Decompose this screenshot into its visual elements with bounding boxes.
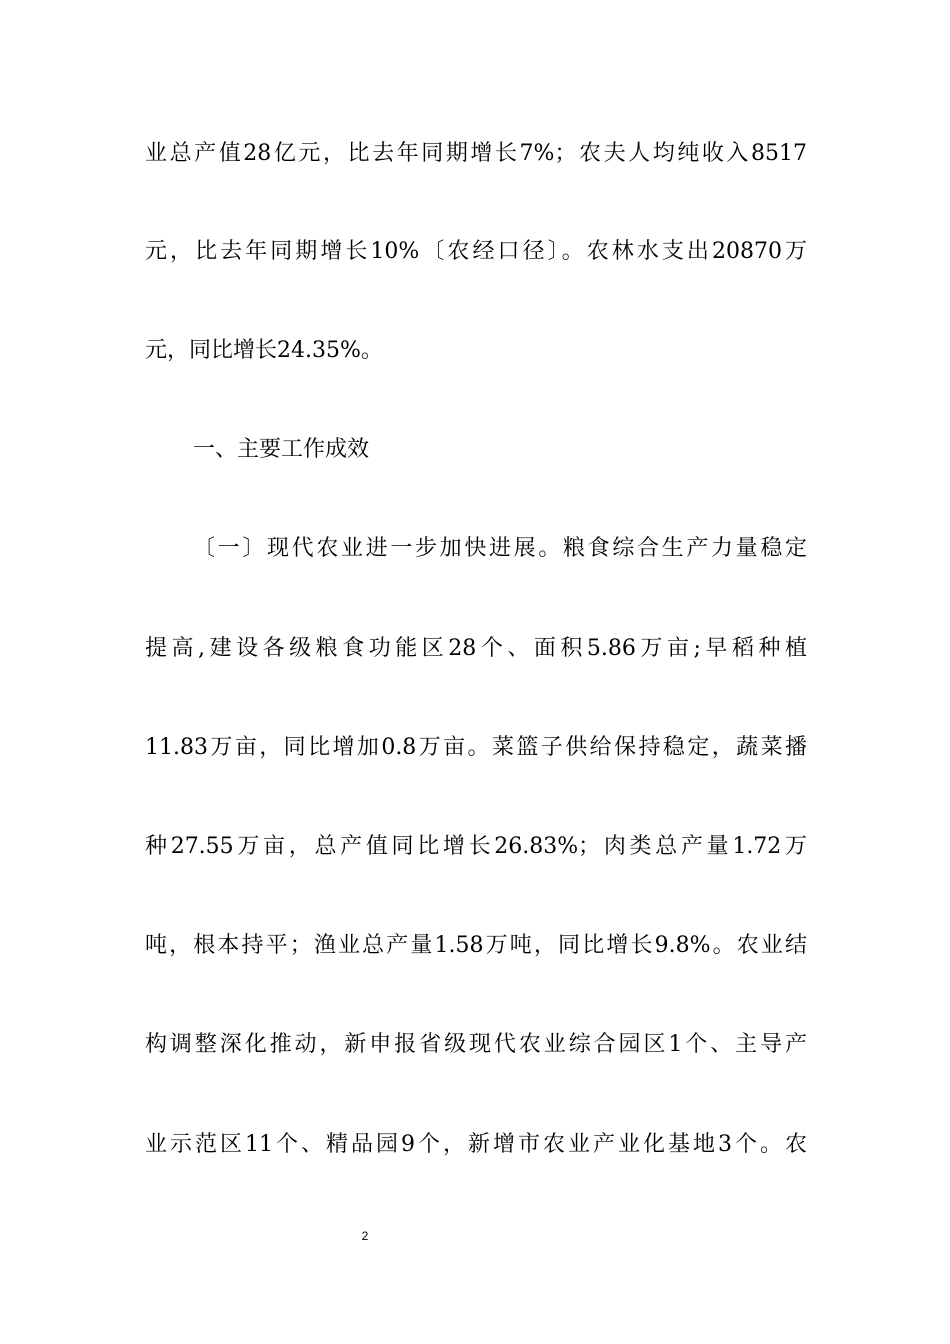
page-number: 2 <box>361 1229 369 1243</box>
paragraph-line-7: 种27.55万亩，总产值同比增长26.83%；肉类总产量1.72万 <box>145 834 807 859</box>
paragraph-line-1: 业总产值28亿元，比去年同期增长7%；农夫人均纯收入8517 <box>145 141 807 166</box>
paragraph-line-6: 11.83万亩，同比增加0.8万亩。菜篮子供给保持稳定，蔬菜播 <box>145 735 807 760</box>
paragraph-line-9: 构调整深化推动，新申报省级现代农业综合园区1个、主导产 <box>145 1032 807 1057</box>
paragraph-line-2: 元，比去年同期增长10%〔农经口径〕。农林水支出20870万 <box>145 239 807 264</box>
paragraph-line-8: 吨，根本持平；渔业总产量1.58万吨，同比增长9.8%。农业结 <box>145 933 807 958</box>
section-heading: 一、主要工作成效 <box>193 437 370 462</box>
paragraph-line-4: 〔一〕现代农业进一步加快进展。粮食综合生产力量稳定 <box>193 536 807 561</box>
paragraph-line-5: 提高,建设各级粮食功能区28个、面积5.86万亩;早稻种植 <box>145 636 807 661</box>
paragraph-line-10: 业示范区11个、精品园9个，新增市农业产业化基地3个。农 <box>145 1132 807 1157</box>
paragraph-line-3: 元，同比增长24.35%。 <box>145 338 383 363</box>
